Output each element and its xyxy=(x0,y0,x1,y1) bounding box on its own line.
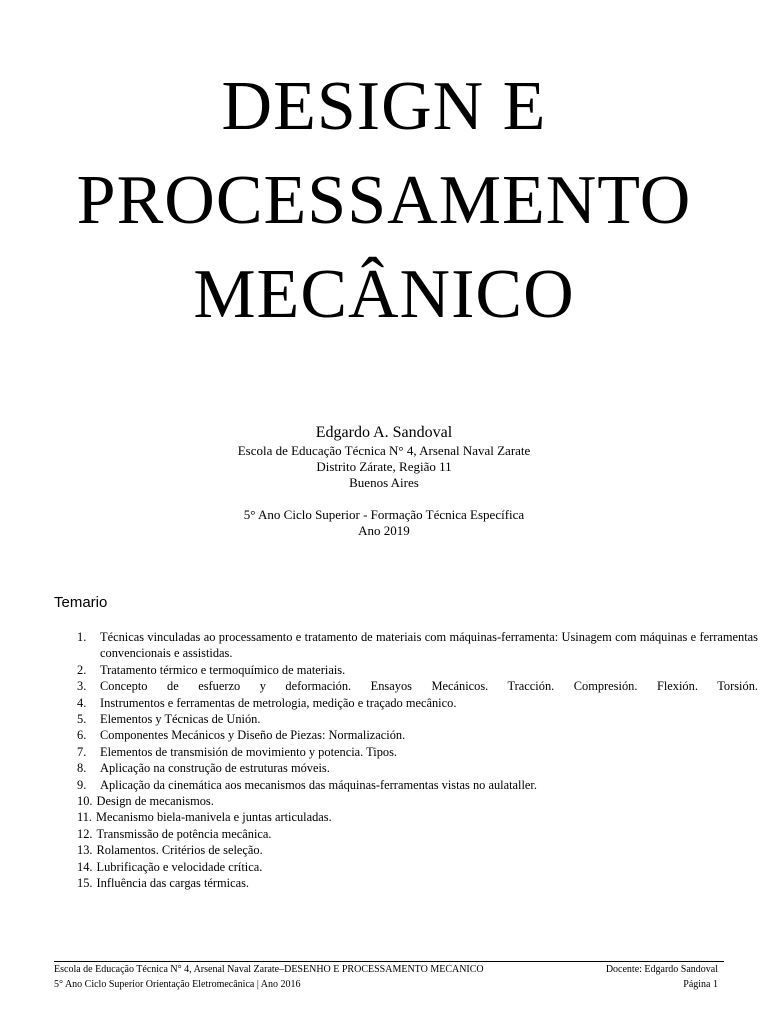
topics-list xyxy=(77,629,758,892)
list-item xyxy=(77,727,758,743)
list-item xyxy=(77,793,758,809)
item-number: 4. xyxy=(77,695,87,710)
list-item xyxy=(77,777,758,793)
item-number: 6. xyxy=(77,728,87,743)
author-district: Distrito Zárate, Região 11 xyxy=(316,459,452,474)
list-item xyxy=(77,744,758,760)
item-number: 9. xyxy=(77,777,87,792)
item-text: Tratamento térmico e termoquímico de materiais. xyxy=(100,662,346,677)
item-text: Concepto de esfuerzo y deformación. Ensayos Mecánicos. Tracción. Compresión. Flexión. Torsión. xyxy=(100,679,758,694)
item-number: 10. xyxy=(77,794,93,809)
list-item xyxy=(77,875,758,891)
item-number: 8. xyxy=(77,761,87,776)
list-item xyxy=(77,760,758,776)
temario-heading: Temario xyxy=(54,594,108,611)
author-name: Edgardo A. Sandoval xyxy=(315,424,453,441)
list-item xyxy=(77,678,758,694)
item-number: 15. xyxy=(77,876,93,891)
item-text: Rolamentos. Critérios de seleção. xyxy=(96,843,263,858)
item-number: 2. xyxy=(77,662,87,677)
list-item xyxy=(77,629,758,662)
list-item xyxy=(77,662,758,678)
list-item xyxy=(77,859,758,875)
list-item xyxy=(77,826,758,842)
item-text: Design de mecanismos. xyxy=(96,794,214,809)
course-info: 5° Ano Ciclo Superior - Formação Técnica Específica xyxy=(243,507,525,522)
list-item xyxy=(77,809,758,825)
item-text: Aplicação da cinemática aos mecanismos das máquinas-ferramentas vistas no aulataller. xyxy=(100,777,537,792)
item-number: 7. xyxy=(77,744,87,759)
footer-school-line: Escola de Educação Técnica N° 4, Arsenal Naval Zarate–DESENHO E PROCESSAMENTO MECANICO xyxy=(54,964,484,975)
title-line-1: DESIGN E xyxy=(221,68,547,145)
item-text: Elementos y Técnicas de Unión. xyxy=(100,712,261,727)
item-number: 14. xyxy=(77,859,93,874)
list-item xyxy=(77,695,758,711)
author-school: Escola de Educação Técnica N° 4, Arsenal Naval Zarate xyxy=(237,443,531,458)
item-text: Influência das cargas térmicas. xyxy=(96,876,250,891)
footer-page-number: Página 1 xyxy=(683,979,718,990)
item-number: 11. xyxy=(77,810,93,825)
title-line-3: MECÂNICO xyxy=(193,256,575,333)
item-text: Instrumentos e ferramentas de metrologia, medição e traçado mecânico. xyxy=(100,695,457,710)
document-title xyxy=(0,60,768,342)
item-number: 1. xyxy=(77,630,87,644)
item-number: 5. xyxy=(77,712,87,727)
author-block xyxy=(0,423,768,539)
item-text: Aplicação na construção de estruturas móveis. xyxy=(100,761,330,776)
footer-course-line: 5° Ano Ciclo Superior Orientação Eletromecânica | Ano 2016 xyxy=(54,979,301,990)
item-number: 13. xyxy=(77,843,93,858)
item-number: 3. xyxy=(77,679,87,694)
list-item xyxy=(77,842,758,858)
item-number: 12. xyxy=(77,826,93,841)
author-city: Buenos Aires xyxy=(349,475,419,490)
item-text: Lubrificação e velocidade crítica. xyxy=(96,859,263,874)
item-text: Técnicas vinculadas ao processamento e tratamento de materiais com máquinas-ferramenta: Usinagem com máquinas e ferramentas convencionais e assistidas. xyxy=(100,630,758,661)
footer-teacher: Docente: Edgardo Sandoval xyxy=(605,964,718,975)
list-item xyxy=(77,711,758,727)
page-footer xyxy=(54,962,718,992)
title-line-2: PROCESSAMENTO xyxy=(76,162,692,239)
item-text: Elementos de transmisión de movimiento y potencia. Tipos. xyxy=(100,744,398,759)
item-text: Transmissão de potência mecânica. xyxy=(96,826,272,841)
item-text: Componentes Mecánicos y Diseño de Piezas: Normalización. xyxy=(100,728,406,743)
spacer xyxy=(0,491,768,507)
item-text: Mecanismo biela-manivela e juntas articuladas. xyxy=(96,810,332,825)
course-year: Ano 2019 xyxy=(358,523,410,538)
